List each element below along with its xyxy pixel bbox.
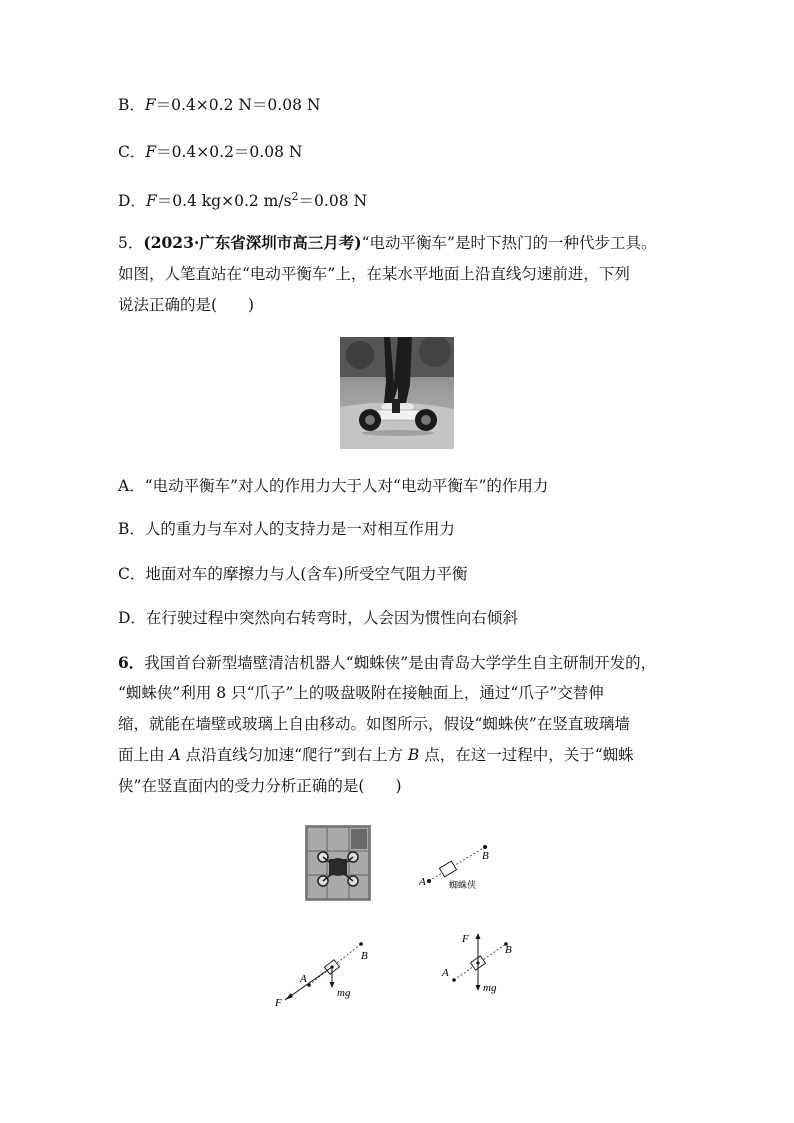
- q5-source: (2023·广东省深圳市高三月考): [143, 233, 362, 252]
- q5-line1: 5．(2023·广东省深圳市高三月考)“电动平衡车”是时下热门的一种代步工具。: [118, 233, 657, 252]
- d2-label-b: B: [505, 944, 512, 956]
- d2-label-mg: mg: [483, 982, 497, 994]
- label-b: B: [482, 850, 489, 862]
- option-b-prev: B．F＝0.4×0.2 N＝0.08 N: [118, 96, 321, 114]
- q6-line5: 侠”在竖直面内的受力分析正确的是( ): [118, 777, 402, 795]
- q6-line1: 6．我国首台新型墙壁清洁机器人“蜘蛛侠”是由青岛大学学生自主研制开发的，: [118, 653, 657, 672]
- option-d-prev: D．F＝0.4 kg×0.2 $m/s^2=0.08$ N: [118, 190, 368, 211]
- spider-label: 蜘蛛侠: [449, 881, 477, 891]
- q6-line2: “蜘蛛侠”利用 8 只“爪子”上的吸盘吸附在接触面上，通过“爪子”交替伸: [118, 684, 604, 702]
- q6-line4: 面上由 A 点沿直线匀加速“爬行”到右上方 B 点，在这一过程中，关于“蜘蛛: [118, 746, 634, 764]
- q5-line3: 说法正确的是( ): [118, 296, 255, 314]
- q5-option-c: C．地面对车的摩擦力与人(含车)所受空气阻力平衡: [118, 565, 468, 583]
- d1-label-a: A: [300, 973, 307, 985]
- scooter-photo: [340, 337, 454, 453]
- d2-label-a: A: [442, 967, 449, 979]
- q5-line2: 如图，人笔直站在“电动平衡车”上，在某水平地面上沿直线匀速前进，下列: [118, 265, 630, 283]
- d1-label-f: F: [275, 997, 282, 1008]
- d1-label-mg: mg: [337, 987, 351, 999]
- q5-option-d: D．在行驶过程中突然向右转弯时，人会因为惯性向右倾斜: [118, 609, 518, 627]
- q5-option-b: B．人的重力与车对人的支持力是一对相互作用力: [118, 520, 455, 538]
- option-c-prev: C．F＝0.4×0.2＝0.08 N: [118, 143, 303, 161]
- force-diagram-1: [275, 938, 375, 1012]
- robot-photo: [305, 825, 371, 905]
- q6-line3: 缩，就能在墙壁或玻璃上自由移动。如图所示，假设“蜘蛛侠”在竖直玻璃墙: [118, 715, 630, 733]
- d1-label-b: B: [361, 950, 368, 962]
- d2-label-f: F: [462, 933, 469, 945]
- force-diagram-2: [438, 930, 528, 1004]
- q5-option-a: A．“电动平衡车”对人的作用力大于人对“电动平衡车”的作用力: [118, 477, 549, 495]
- label-a: A: [419, 876, 426, 888]
- spider-motion-diagram: [415, 838, 505, 898]
